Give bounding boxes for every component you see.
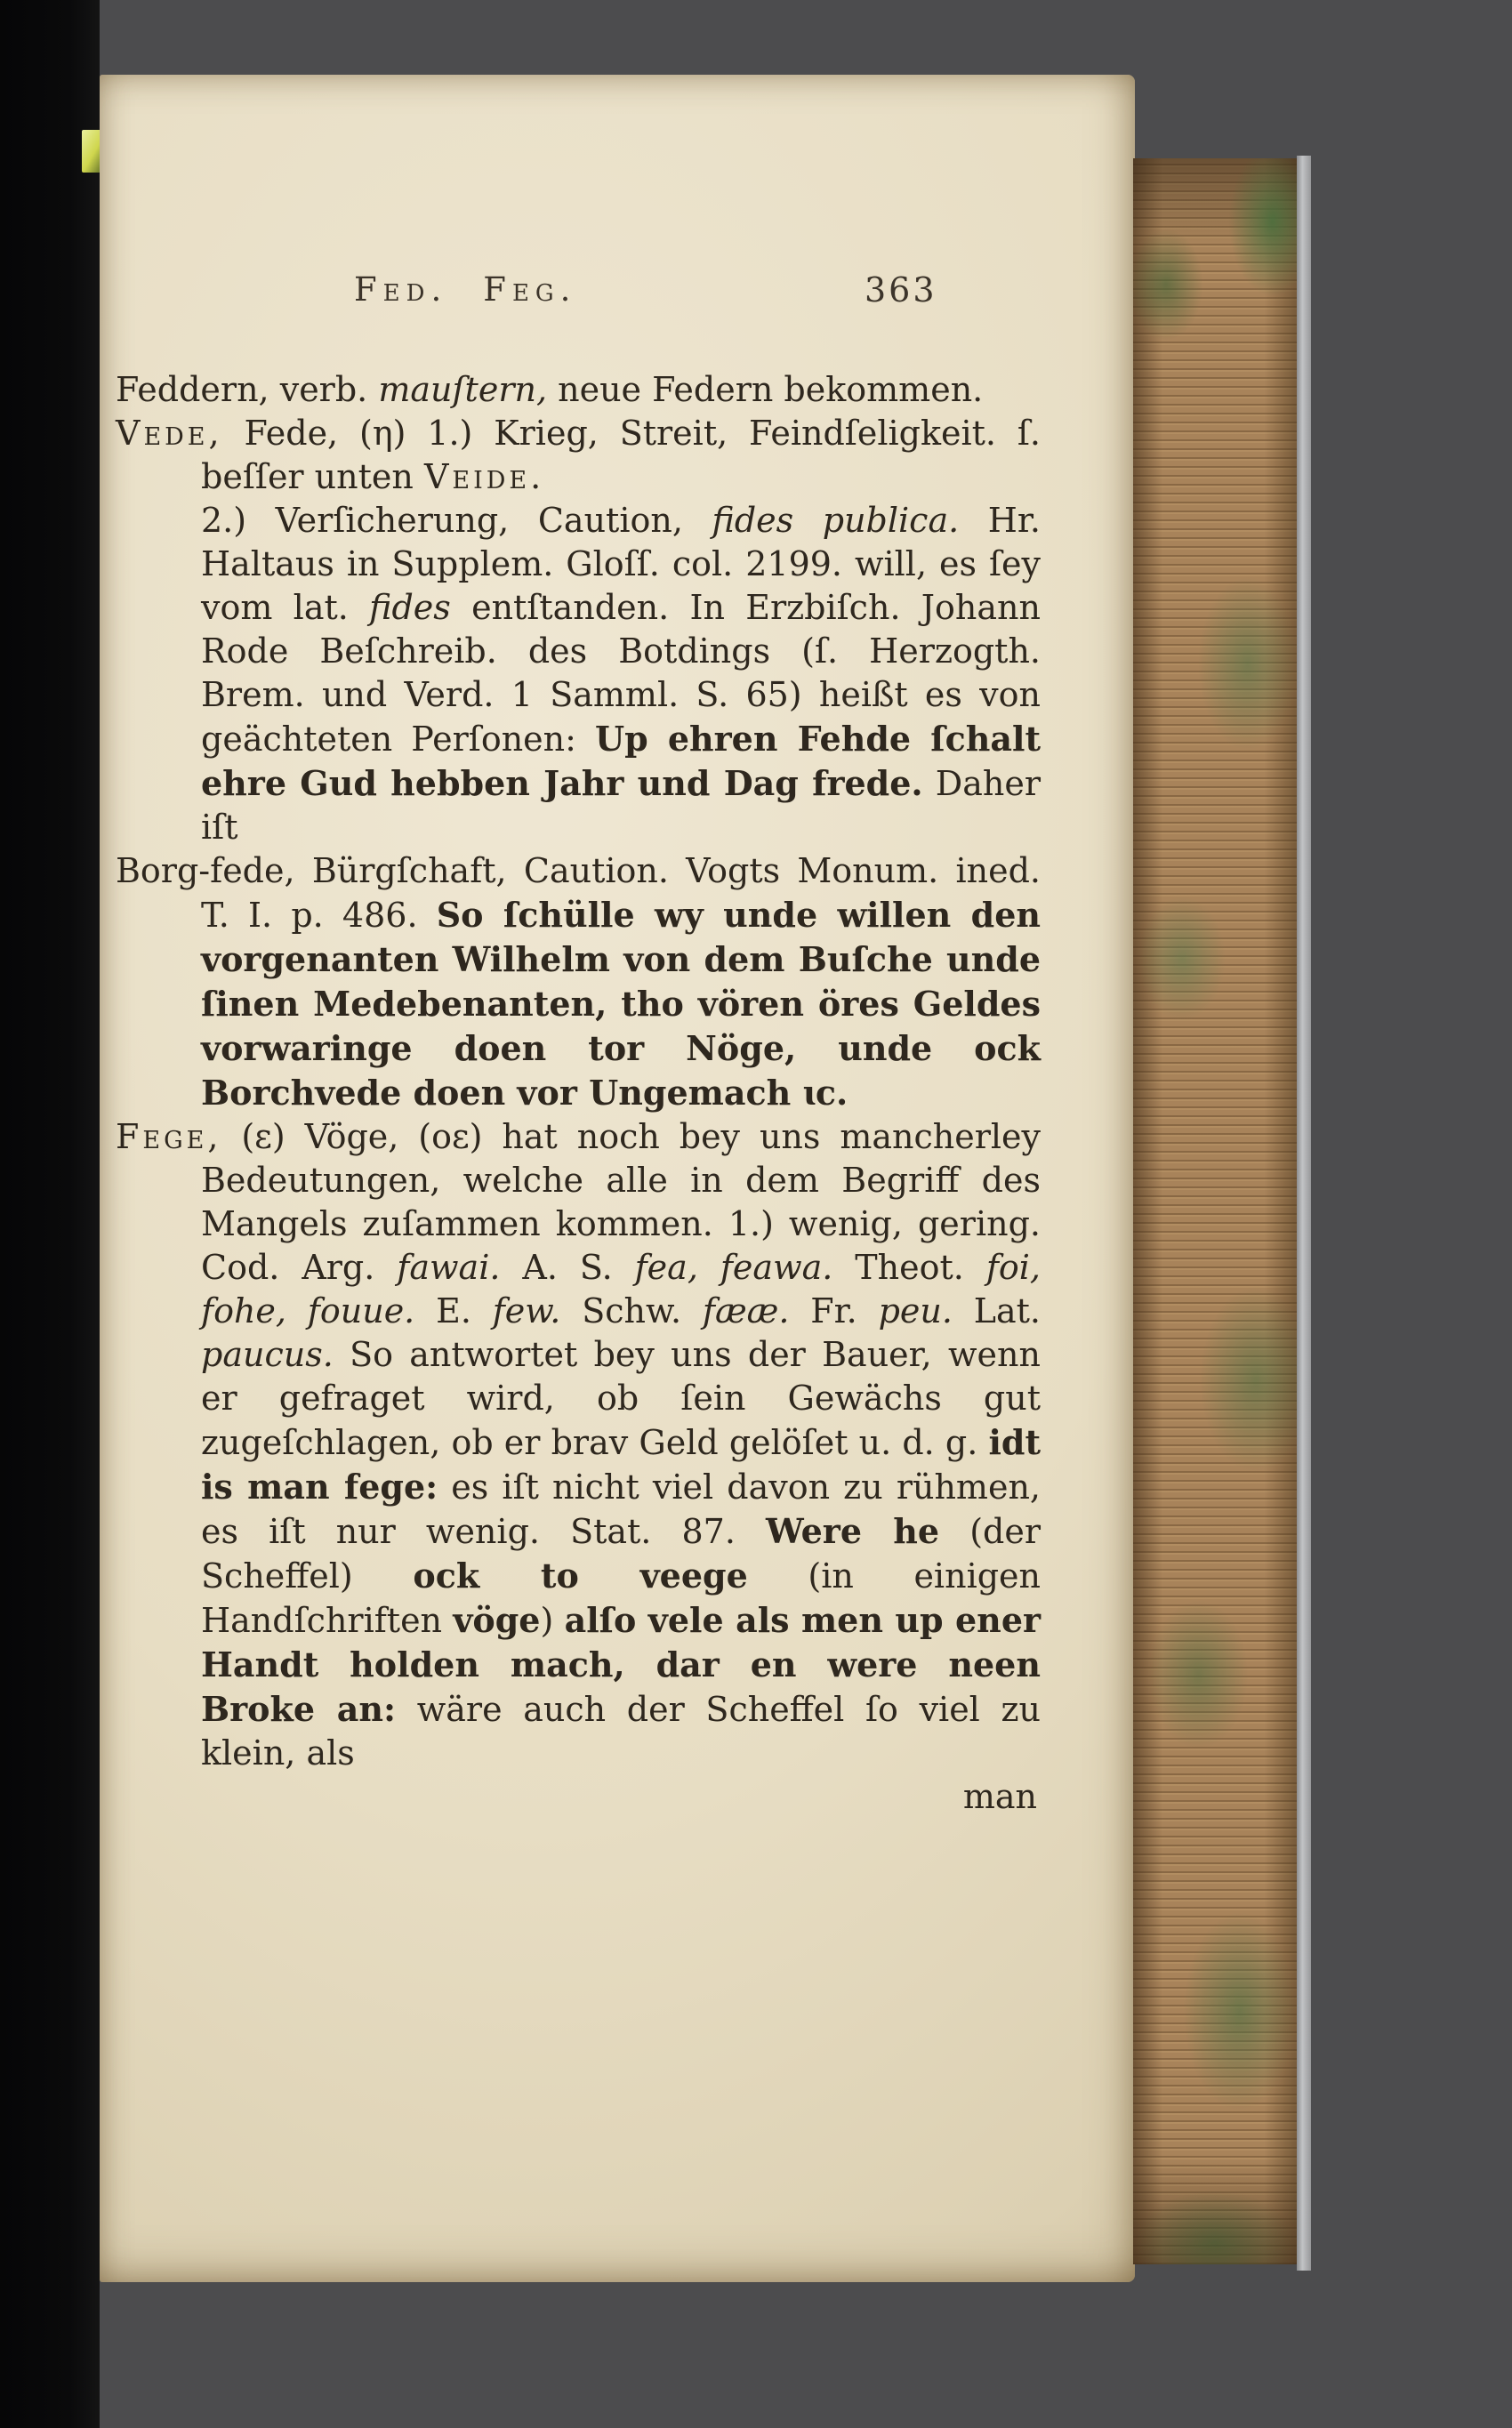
entry-segment: verb. bbox=[269, 370, 379, 409]
running-title-right: Feg. bbox=[483, 270, 577, 309]
entry-segment: vöge bbox=[453, 1600, 541, 1640]
entry-segment: Veide bbox=[423, 457, 531, 496]
entry-segment: Schw. bbox=[560, 1291, 703, 1331]
entry-segment: fææ. bbox=[702, 1291, 790, 1331]
book-page bbox=[100, 75, 1135, 2282]
text-block bbox=[116, 368, 1041, 1819]
scan-left-band bbox=[0, 0, 100, 2428]
dictionary-entry bbox=[116, 412, 1041, 499]
entry-headword: Borg-fede, bbox=[116, 851, 295, 890]
dictionary-entry bbox=[116, 368, 1041, 412]
book-fore-edge bbox=[1133, 158, 1297, 2264]
entry-headword: Fege, bbox=[116, 1117, 222, 1156]
entry-segment: Theot. bbox=[832, 1248, 986, 1287]
entry-segment: So ſchülle wy unde willen den vorgenanten Wilhelm von dem Buſche unde ſinen Medebenanten, tho vören öres Geldes vorwaringe doen tor Nöge, unde ock Borchvede doen vor Ungemach ɩc. bbox=[201, 895, 1041, 1113]
dictionary-entry bbox=[116, 1115, 1041, 1775]
entry-segment: Up ehren Fehde ſchalt ehre Gud hebben Jahr und Dag frede. bbox=[201, 719, 1042, 803]
entry-segment: alſo vele als men up ener Handt holden mach, dar en were neen Broke an: bbox=[201, 1600, 1042, 1729]
entry-segment: Daher iſt bbox=[201, 764, 1042, 847]
entry-segment: few. bbox=[492, 1291, 561, 1331]
entry-segment: fides publica. bbox=[712, 501, 960, 540]
entry-segment: fawai. bbox=[397, 1248, 501, 1287]
entry-headword: Vede, bbox=[116, 414, 223, 453]
entry-segment: paucus. bbox=[201, 1335, 334, 1374]
entry-segment: So antwortet bey uns der Bauer, wenn er gefraget wird, ob ſein Gewächs gut zugeſchlagen, ob er brav Geld gelöſet u. d. g. bbox=[201, 1335, 1041, 1462]
page-number: 363 bbox=[865, 270, 937, 310]
entry-segment: ock to veege bbox=[413, 1556, 748, 1596]
entry-segment: ) bbox=[540, 1601, 565, 1640]
entry-segment: Fr. bbox=[789, 1291, 879, 1331]
catchword: man bbox=[962, 1777, 1037, 1816]
entry-segment: es iſt nicht viel davon zu rühmen, es iſt nur wenig. Stat. 87. bbox=[201, 1467, 1042, 1551]
entry-headword: Feddern, bbox=[116, 370, 269, 409]
entry-segment: Lat. bbox=[952, 1291, 1041, 1331]
entry-segment: (in einigen Handſchriften bbox=[201, 1556, 1042, 1640]
entry-segment: peu. bbox=[878, 1291, 953, 1331]
entry-segment: fea, feawa. bbox=[634, 1248, 833, 1287]
entry-segment: entſtanden. In Erzbiſch. Johann Rode Beſchreib. des Botdings (ſ. Herzogth. Brem. und Verd. 1 Samml. S. 65) heißt es von geächteten Perſonen: bbox=[201, 588, 1041, 759]
entry-segment: neue Federn bekommen. bbox=[547, 370, 984, 409]
entry-segment: mauſtern, bbox=[378, 370, 548, 409]
entry-segment: (der Scheffel) bbox=[201, 1512, 1041, 1596]
entry-segment: idt is man fege: bbox=[201, 1422, 1041, 1507]
entry-segment: (ε) Vöge, (οε) hat noch bey uns mancherley Bedeutungen, welche alle in dem Begriff des Mangels zuſammen kommen. 1.) wenig, gering. Cod. Arg. bbox=[201, 1117, 1041, 1287]
dictionary-entry bbox=[116, 499, 1041, 849]
entry-segment: A. S. bbox=[500, 1248, 635, 1287]
entry-segment: wäre auch der Scheffel ſo viel zu klein, als bbox=[201, 1690, 1041, 1773]
entry-segment: foi, fohe, fouue. bbox=[201, 1248, 1041, 1331]
entry-segment: Bürgſchaft, Caution. Vogts Monum. ined. T. I. p. 486. bbox=[201, 851, 1041, 935]
dictionary-entry bbox=[116, 849, 1041, 1115]
entry-segment: . bbox=[530, 457, 542, 496]
entry-segment: Fede, (η) 1.) Krieg, Streit, Feindſeligkeit. ſ. beſſer unten bbox=[201, 414, 1041, 496]
entry-segment: Were he bbox=[766, 1511, 940, 1551]
running-title bbox=[354, 270, 576, 309]
entry-segment: E. bbox=[414, 1291, 493, 1331]
entry-segment: Hr. Haltaus in Supplem. Gloſſ. col. 2199. will, es ſey vom lat. bbox=[201, 501, 1041, 627]
cover-edge-strip bbox=[1297, 156, 1311, 2271]
running-title-left: Fed. bbox=[354, 270, 448, 309]
entry-segment: fides bbox=[369, 588, 451, 627]
entry-segment: 2.) Verſicherung, Caution, bbox=[201, 501, 712, 540]
